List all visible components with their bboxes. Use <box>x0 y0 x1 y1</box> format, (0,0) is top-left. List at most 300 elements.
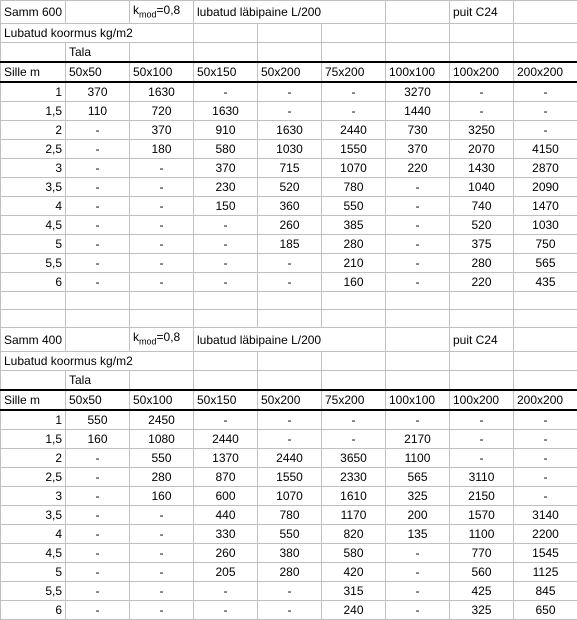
load-value[interactable]: 325 <box>450 600 514 619</box>
load-value[interactable]: 200 <box>386 505 450 524</box>
column-header[interactable]: 50x150 <box>194 390 258 410</box>
load-value[interactable]: - <box>66 543 130 562</box>
column-header[interactable]: 50x200 <box>258 62 322 82</box>
load-value[interactable]: - <box>130 600 194 619</box>
column-header[interactable]: 75x200 <box>322 390 386 410</box>
empty-cell[interactable] <box>1 292 66 310</box>
load-value[interactable]: - <box>258 581 322 600</box>
load-value[interactable]: - <box>258 600 322 619</box>
load-value[interactable]: 730 <box>386 121 450 140</box>
table-row <box>1 467 577 486</box>
load-value[interactable]: 520 <box>450 216 514 235</box>
empty-cell[interactable] <box>194 292 258 310</box>
sille-value[interactable]: 3 <box>1 159 66 178</box>
load-value[interactable]: - <box>386 600 450 619</box>
load-value[interactable]: - <box>258 273 322 292</box>
load-value[interactable]: 2200 <box>514 524 577 543</box>
load-value[interactable]: 435 <box>514 273 577 292</box>
load-value[interactable]: - <box>66 467 130 486</box>
load-value[interactable]: - <box>194 410 258 430</box>
load-value[interactable]: 150 <box>194 197 258 216</box>
load-value[interactable]: 370 <box>130 121 194 140</box>
load-value[interactable]: - <box>130 505 194 524</box>
load-value[interactable]: 240 <box>322 600 386 619</box>
load-value[interactable]: 1610 <box>322 486 386 505</box>
load-value[interactable]: - <box>130 273 194 292</box>
load-value[interactable]: - <box>130 197 194 216</box>
load-value[interactable]: - <box>514 448 577 467</box>
load-value[interactable]: - <box>322 429 386 448</box>
table-row <box>1 121 577 140</box>
table-row <box>1 429 577 448</box>
kmod-subscript: mod <box>139 9 157 19</box>
load-value[interactable]: - <box>130 562 194 581</box>
load-value[interactable]: 600 <box>194 486 258 505</box>
load-value[interactable]: 180 <box>130 140 194 159</box>
table-row <box>1 197 577 216</box>
labipaine-cell[interactable]: lubatud läbipaine L/200 <box>194 1 386 24</box>
tala-row <box>1 43 577 63</box>
sille-value[interactable]: 6 <box>1 273 66 292</box>
column-header[interactable]: 75x200 <box>322 62 386 82</box>
load-value[interactable]: 160 <box>130 486 194 505</box>
load-value[interactable]: 370 <box>194 159 258 178</box>
empty-cell[interactable] <box>130 292 194 310</box>
column-header[interactable]: 100x200 <box>450 62 514 82</box>
load-value[interactable]: 420 <box>322 562 386 581</box>
sille-value[interactable]: 1 <box>1 410 66 430</box>
load-value[interactable]: 1080 <box>130 429 194 448</box>
load-value[interactable]: 650 <box>514 600 577 619</box>
load-value[interactable]: 1440 <box>386 102 450 121</box>
load-value[interactable]: - <box>194 254 258 273</box>
load-value[interactable]: 1030 <box>514 216 577 235</box>
load-value[interactable]: 1070 <box>322 159 386 178</box>
puit-cell[interactable]: puit C24 <box>450 1 514 24</box>
load-value[interactable]: 1545 <box>514 543 577 562</box>
empty-cell[interactable] <box>130 370 194 390</box>
sille-value[interactable]: 2,5 <box>1 467 66 486</box>
empty-cell[interactable] <box>194 370 258 390</box>
load-value[interactable]: 750 <box>514 235 577 254</box>
empty-cell[interactable] <box>130 310 194 328</box>
column-header[interactable]: 100x100 <box>386 62 450 82</box>
table-row <box>1 159 577 178</box>
load-value[interactable]: 1125 <box>514 562 577 581</box>
sille-value[interactable]: 2,5 <box>1 140 66 159</box>
empty-cell[interactable] <box>194 351 258 370</box>
load-value[interactable]: 565 <box>514 254 577 273</box>
load-value[interactable]: - <box>322 82 386 102</box>
load-value[interactable]: - <box>386 581 450 600</box>
empty-cell[interactable] <box>258 292 322 310</box>
empty-cell[interactable] <box>322 24 386 43</box>
empty-cell[interactable] <box>1 370 66 390</box>
load-value[interactable]: - <box>66 486 130 505</box>
load-value[interactable]: 565 <box>386 467 450 486</box>
tala-cell[interactable]: Tala <box>66 370 130 390</box>
empty-cell[interactable] <box>386 328 450 351</box>
sille-value[interactable]: 5 <box>1 562 66 581</box>
column-header[interactable]: 50x100 <box>130 390 194 410</box>
load-value[interactable]: 3270 <box>386 82 450 102</box>
load-value[interactable]: 845 <box>514 581 577 600</box>
load-value[interactable]: 330 <box>194 524 258 543</box>
load-value[interactable]: - <box>130 524 194 543</box>
load-value[interactable]: - <box>450 82 514 102</box>
load-value[interactable]: 2440 <box>258 448 322 467</box>
empty-cell[interactable] <box>322 43 386 63</box>
empty-cell[interactable] <box>386 43 450 63</box>
load-value[interactable]: - <box>514 486 577 505</box>
load-value[interactable]: 1100 <box>450 524 514 543</box>
load-value[interactable]: - <box>450 102 514 121</box>
puit-cell[interactable]: puit C24 <box>450 328 514 351</box>
empty-cell[interactable] <box>450 370 514 390</box>
load-value[interactable]: - <box>66 216 130 235</box>
table-row <box>1 235 577 254</box>
column-header[interactable]: 50x200 <box>258 390 322 410</box>
sille-value[interactable]: 1 <box>1 82 66 102</box>
load-value[interactable]: 375 <box>450 235 514 254</box>
koormus-cell[interactable]: Lubatud koormus kg/m2 <box>1 24 194 43</box>
load-value[interactable]: - <box>66 600 130 619</box>
empty-cell[interactable] <box>386 351 450 370</box>
load-value[interactable]: 550 <box>322 197 386 216</box>
load-value[interactable]: - <box>258 102 322 121</box>
empty-cell[interactable] <box>322 292 386 310</box>
load-value[interactable]: 1170 <box>322 505 386 524</box>
load-value[interactable]: 1370 <box>194 448 258 467</box>
load-value[interactable]: 1040 <box>450 178 514 197</box>
empty-cell[interactable] <box>258 43 322 63</box>
load-value[interactable]: 360 <box>258 197 322 216</box>
load-value[interactable]: 2330 <box>322 467 386 486</box>
load-value[interactable]: 385 <box>322 216 386 235</box>
load-value[interactable]: 280 <box>450 254 514 273</box>
empty-cell[interactable] <box>450 43 514 63</box>
load-value[interactable]: - <box>66 121 130 140</box>
load-value[interactable]: - <box>450 429 514 448</box>
load-value[interactable]: - <box>386 562 450 581</box>
load-value[interactable]: 160 <box>322 273 386 292</box>
load-value[interactable]: - <box>258 429 322 448</box>
load-value[interactable]: 325 <box>386 486 450 505</box>
kmod-letter: k <box>133 330 139 344</box>
load-value[interactable]: 230 <box>194 178 258 197</box>
load-value[interactable]: - <box>130 543 194 562</box>
load-value[interactable]: 315 <box>322 581 386 600</box>
load-value[interactable]: - <box>194 82 258 102</box>
load-value[interactable]: - <box>66 524 130 543</box>
load-value[interactable]: - <box>130 159 194 178</box>
sille-value[interactable]: 3,5 <box>1 178 66 197</box>
empty-cell[interactable] <box>258 370 322 390</box>
load-value[interactable]: 2170 <box>386 429 450 448</box>
load-value[interactable]: 440 <box>194 505 258 524</box>
empty-cell[interactable] <box>66 328 130 351</box>
empty-cell[interactable] <box>194 310 258 328</box>
table-row <box>1 600 577 619</box>
sille-header[interactable]: Sille m <box>1 390 66 410</box>
column-header[interactable]: 100x200 <box>450 390 514 410</box>
empty-cell[interactable] <box>66 1 130 24</box>
load-value[interactable]: - <box>514 102 577 121</box>
load-value[interactable]: 3140 <box>514 505 577 524</box>
kmod-value: =0,8 <box>157 3 181 17</box>
load-value[interactable]: - <box>194 235 258 254</box>
load-value[interactable]: - <box>514 410 577 430</box>
load-value[interactable]: 260 <box>258 216 322 235</box>
empty-cell[interactable] <box>258 310 322 328</box>
load-value[interactable]: - <box>66 562 130 581</box>
load-value[interactable]: 4150 <box>514 140 577 159</box>
load-value[interactable]: - <box>514 467 577 486</box>
column-header[interactable]: 50x100 <box>130 62 194 82</box>
kmod-label <box>133 3 180 17</box>
tala-row <box>1 370 577 390</box>
load-value[interactable]: - <box>386 197 450 216</box>
empty-row <box>1 310 577 328</box>
empty-cell[interactable] <box>322 370 386 390</box>
load-value[interactable]: 3110 <box>450 467 514 486</box>
empty-cell[interactable] <box>258 351 322 370</box>
column-header[interactable]: 200x200 <box>514 62 577 82</box>
load-value[interactable]: - <box>130 254 194 273</box>
load-value[interactable]: - <box>66 178 130 197</box>
load-value[interactable]: - <box>450 410 514 430</box>
load-value[interactable]: 110 <box>66 102 130 121</box>
load-value[interactable]: 3650 <box>322 448 386 467</box>
koormus-row <box>1 351 577 370</box>
load-value[interactable]: 580 <box>194 140 258 159</box>
sille-value[interactable]: 5,5 <box>1 254 66 273</box>
empty-cell[interactable] <box>450 292 514 310</box>
load-value[interactable]: - <box>386 273 450 292</box>
load-value[interactable]: - <box>194 600 258 619</box>
load-value[interactable]: - <box>386 410 450 430</box>
load-value[interactable]: 380 <box>258 543 322 562</box>
load-value[interactable]: 160 <box>66 429 130 448</box>
load-value[interactable]: 425 <box>450 581 514 600</box>
load-value[interactable]: 770 <box>450 543 514 562</box>
load-value[interactable]: 220 <box>386 159 450 178</box>
load-value[interactable]: - <box>66 159 130 178</box>
sille-value[interactable]: 3,5 <box>1 505 66 524</box>
sille-value[interactable]: 4,5 <box>1 543 66 562</box>
sille-value[interactable]: 2 <box>1 448 66 467</box>
empty-cell[interactable] <box>386 370 450 390</box>
load-value[interactable]: - <box>514 82 577 102</box>
load-value[interactable]: 280 <box>322 235 386 254</box>
koormus-cell[interactable]: Lubatud koormus kg/m2 <box>1 351 194 370</box>
load-value[interactable]: 3250 <box>450 121 514 140</box>
empty-cell[interactable] <box>130 43 194 63</box>
kmod-cell[interactable] <box>130 1 194 24</box>
load-value[interactable]: - <box>322 410 386 430</box>
empty-cell[interactable] <box>1 43 66 63</box>
load-value[interactable]: 370 <box>386 140 450 159</box>
empty-cell[interactable] <box>194 43 258 63</box>
empty-cell[interactable] <box>386 292 450 310</box>
load-value[interactable]: - <box>386 543 450 562</box>
empty-cell[interactable] <box>514 24 577 43</box>
empty-cell[interactable] <box>514 328 577 351</box>
load-value[interactable]: - <box>514 121 577 140</box>
sille-value[interactable]: 4 <box>1 524 66 543</box>
load-value[interactable]: 820 <box>322 524 386 543</box>
load-value[interactable]: 2090 <box>514 178 577 197</box>
empty-cell[interactable] <box>514 370 577 390</box>
empty-cell[interactable] <box>386 310 450 328</box>
kmod-letter: k <box>133 3 139 17</box>
table-row <box>1 581 577 600</box>
empty-cell[interactable] <box>450 24 514 43</box>
load-value[interactable]: 210 <box>322 254 386 273</box>
sille-value[interactable]: 1,5 <box>1 102 66 121</box>
load-value[interactable]: - <box>66 197 130 216</box>
empty-cell[interactable] <box>258 24 322 43</box>
load-value[interactable]: - <box>258 82 322 102</box>
load-value[interactable]: - <box>194 273 258 292</box>
load-value[interactable]: 550 <box>66 410 130 430</box>
load-value[interactable]: 715 <box>258 159 322 178</box>
load-value[interactable]: 2870 <box>514 159 577 178</box>
column-header[interactable]: 50x50 <box>66 62 130 82</box>
empty-cell[interactable] <box>450 351 514 370</box>
load-value[interactable]: 280 <box>258 562 322 581</box>
load-value[interactable]: 1550 <box>322 140 386 159</box>
sille-value[interactable]: 2 <box>1 121 66 140</box>
load-value[interactable]: - <box>130 178 194 197</box>
load-value[interactable]: 910 <box>194 121 258 140</box>
load-value[interactable]: - <box>130 581 194 600</box>
sille-value[interactable]: 3 <box>1 486 66 505</box>
load-value[interactable]: 2150 <box>450 486 514 505</box>
load-value[interactable]: 185 <box>258 235 322 254</box>
empty-cell[interactable] <box>66 310 130 328</box>
load-value[interactable]: - <box>194 581 258 600</box>
load-value[interactable]: - <box>130 216 194 235</box>
tala-cell[interactable]: Tala <box>66 43 130 63</box>
load-value[interactable]: 1630 <box>130 82 194 102</box>
empty-cell[interactable] <box>194 24 258 43</box>
load-value[interactable]: 370 <box>66 82 130 102</box>
load-value[interactable]: 1430 <box>450 159 514 178</box>
column-header[interactable]: 50x150 <box>194 62 258 82</box>
load-value[interactable]: 2440 <box>322 121 386 140</box>
table-row <box>1 178 577 197</box>
load-value[interactable]: 135 <box>386 524 450 543</box>
table-row <box>1 524 577 543</box>
load-value[interactable]: - <box>322 102 386 121</box>
samm-cell[interactable]: Samm 600 <box>1 1 66 24</box>
load-value[interactable]: 1030 <box>258 140 322 159</box>
load-value[interactable]: 780 <box>258 505 322 524</box>
load-value[interactable]: - <box>450 448 514 467</box>
empty-cell[interactable] <box>66 292 130 310</box>
load-value[interactable]: - <box>194 216 258 235</box>
load-value[interactable]: - <box>130 235 194 254</box>
load-value[interactable]: 520 <box>258 178 322 197</box>
load-value[interactable]: 1550 <box>258 467 322 486</box>
load-value[interactable]: 220 <box>450 273 514 292</box>
load-value[interactable]: 1100 <box>386 448 450 467</box>
sille-value[interactable]: 5 <box>1 235 66 254</box>
empty-cell[interactable] <box>450 310 514 328</box>
load-value[interactable]: - <box>386 178 450 197</box>
empty-cell[interactable] <box>1 310 66 328</box>
load-value[interactable]: 740 <box>450 197 514 216</box>
load-value[interactable]: 2450 <box>130 410 194 430</box>
load-value[interactable]: - <box>66 140 130 159</box>
empty-cell[interactable] <box>386 1 450 24</box>
empty-cell[interactable] <box>322 351 386 370</box>
column-header[interactable]: 200x200 <box>514 390 577 410</box>
load-value[interactable]: 205 <box>194 562 258 581</box>
load-value[interactable]: - <box>66 505 130 524</box>
sille-value[interactable]: 6 <box>1 600 66 619</box>
load-value[interactable]: - <box>66 448 130 467</box>
load-value[interactable]: 2440 <box>194 429 258 448</box>
kmod-cell[interactable] <box>130 328 194 351</box>
load-value[interactable]: 1630 <box>258 121 322 140</box>
column-header[interactable]: 100x100 <box>386 390 450 410</box>
load-value[interactable]: - <box>66 235 130 254</box>
load-value[interactable]: - <box>66 581 130 600</box>
load-value[interactable]: - <box>386 216 450 235</box>
load-value[interactable]: 550 <box>258 524 322 543</box>
table-row <box>1 448 577 467</box>
empty-cell[interactable] <box>514 1 577 24</box>
column-header[interactable]: 50x50 <box>66 390 130 410</box>
load-value[interactable]: 1470 <box>514 197 577 216</box>
load-value[interactable]: 870 <box>194 467 258 486</box>
sille-value[interactable]: 1,5 <box>1 429 66 448</box>
load-value[interactable]: - <box>66 254 130 273</box>
load-value[interactable]: 560 <box>450 562 514 581</box>
sille-value[interactable]: 4,5 <box>1 216 66 235</box>
load-value[interactable]: 720 <box>130 102 194 121</box>
load-value[interactable]: - <box>386 235 450 254</box>
sille-header[interactable]: Sille m <box>1 62 66 82</box>
empty-cell[interactable] <box>386 24 450 43</box>
sille-value[interactable]: 5,5 <box>1 581 66 600</box>
load-value[interactable]: 1630 <box>194 102 258 121</box>
empty-cell[interactable] <box>514 351 577 370</box>
load-value[interactable]: 780 <box>322 178 386 197</box>
sille-value[interactable]: 4 <box>1 197 66 216</box>
load-value[interactable]: - <box>258 254 322 273</box>
empty-cell[interactable] <box>322 310 386 328</box>
load-value[interactable]: 260 <box>194 543 258 562</box>
labipaine-cell[interactable]: lubatud läbipaine L/200 <box>194 328 386 351</box>
load-value[interactable]: 2070 <box>450 140 514 159</box>
load-value[interactable]: 1570 <box>450 505 514 524</box>
load-value[interactable]: 1070 <box>258 486 322 505</box>
load-value[interactable]: - <box>66 273 130 292</box>
empty-cell[interactable] <box>514 43 577 63</box>
empty-cell[interactable] <box>514 292 577 310</box>
load-value[interactable]: - <box>258 410 322 430</box>
load-value[interactable]: 580 <box>322 543 386 562</box>
load-value[interactable]: 280 <box>130 467 194 486</box>
empty-cell[interactable] <box>514 310 577 328</box>
load-value[interactable]: - <box>514 429 577 448</box>
load-value[interactable]: - <box>386 254 450 273</box>
samm-cell[interactable]: Samm 400 <box>1 328 66 351</box>
load-value[interactable]: 550 <box>130 448 194 467</box>
